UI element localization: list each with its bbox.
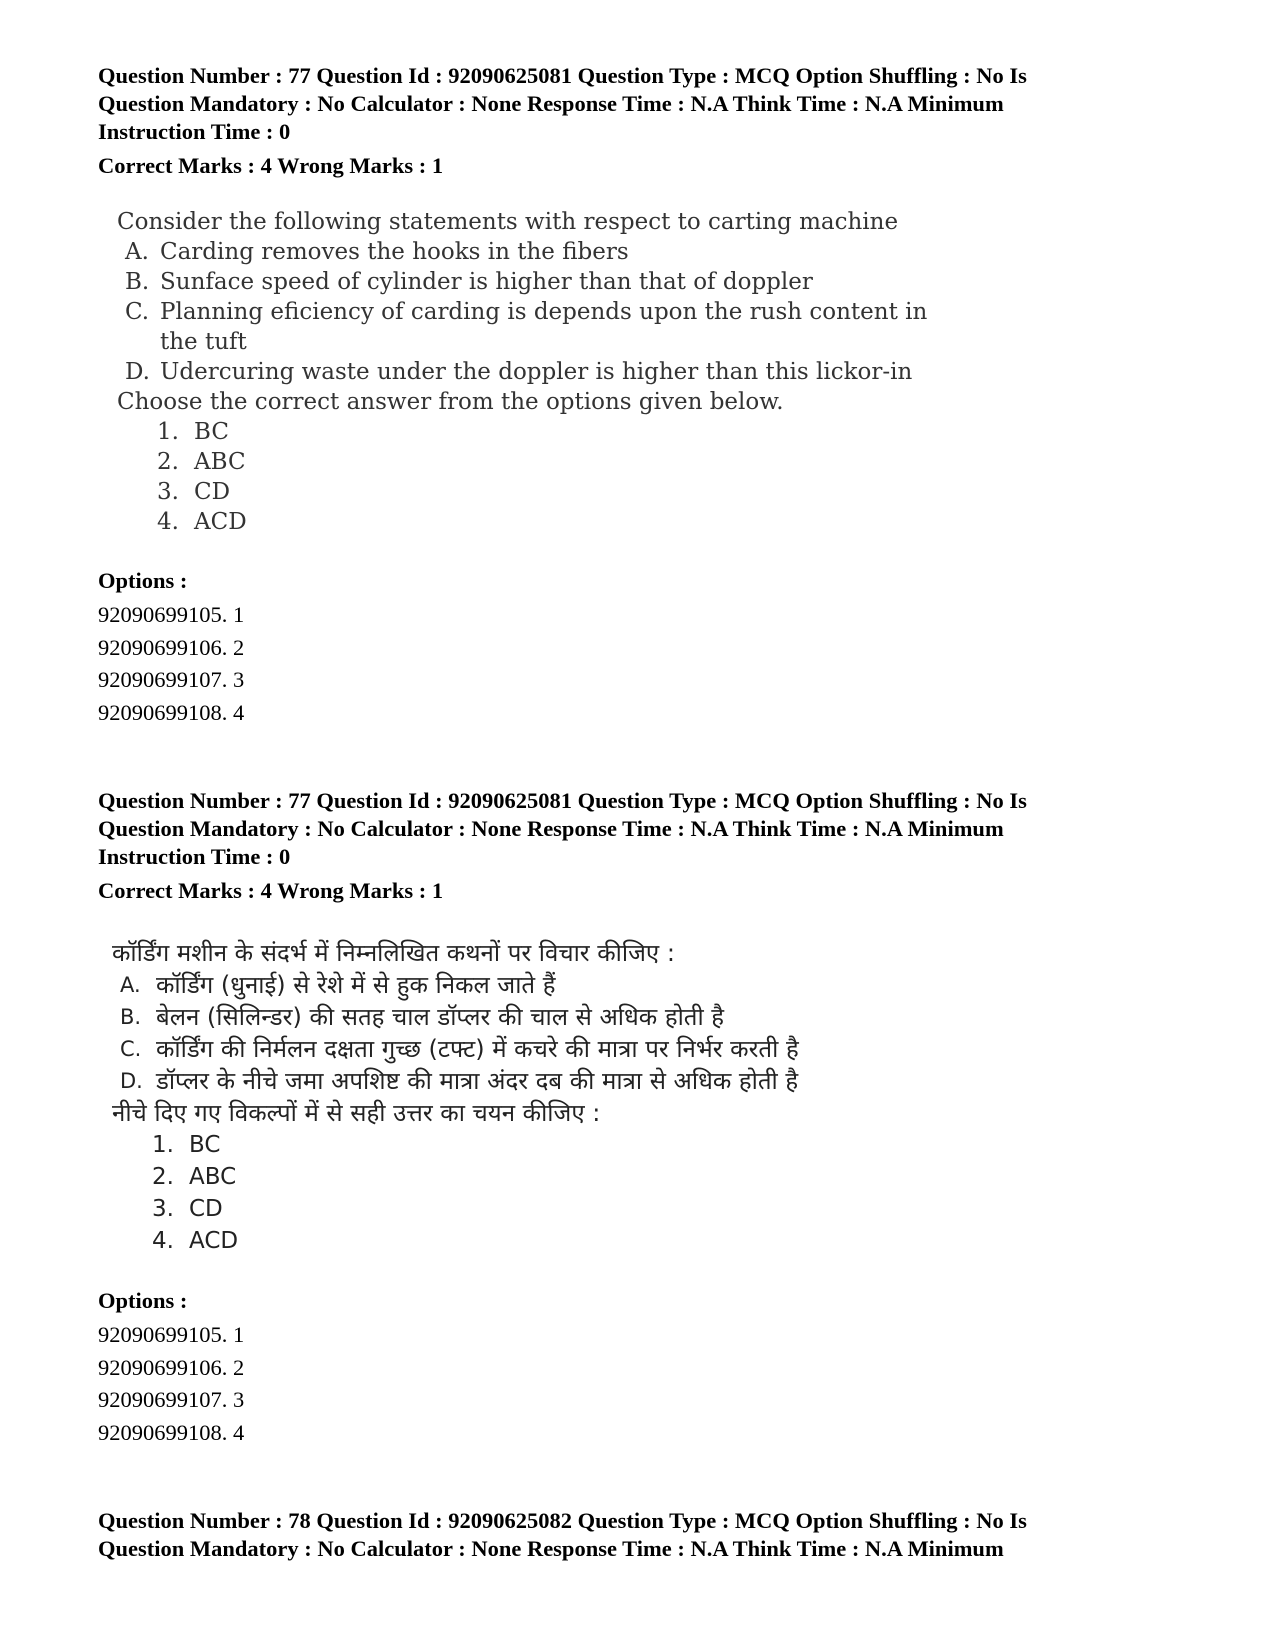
choice-text: BC [189,1132,221,1158]
choice-number: 1. [157,419,179,445]
statement-text: कॉर्डिंग की निर्मलन दक्षता गुच्छ (टफ्ट) में कचरे की मात्रा पर निर्भर करती है [156,1035,799,1063]
statement-text: कॉर्डिंग (धुनाई) से रेशे में से हुक निकल जाते हैं [156,971,556,999]
option-item: 92090699105. 1 [98,602,245,627]
question-meta-line: Question Mandatory : No Calculator : None Response Time : N.A Think Time : N.A Minimum [98,91,1004,116]
question-meta-line: Question Mandatory : No Calculator : None Response Time : N.A Think Time : N.A Minimum [98,1536,1004,1561]
statement-letter: C. [125,299,150,325]
statement-c [125,297,940,357]
choice-text: ACD [189,1228,239,1254]
question-77-en-header [98,62,1188,180]
choice-text: BC [194,419,229,445]
choice-3 [157,477,940,507]
statement-text: Carding removes the hooks in the fibers [160,239,629,265]
question-meta-line: Question Mandatory : No Calculator : None Response Time : N.A Think Time : N.A Minimum [98,816,1004,841]
choice-1 [157,417,940,447]
statement-letter: A. [120,973,141,997]
question-meta-line: Question Number : 77 Question Id : 92090625081 Question Type : MCQ Option Shuffling : No Is [98,788,1027,813]
statement-c [120,1033,799,1065]
question-instruction: Choose the correct answer from the options given below. [117,389,784,415]
choice-3 [152,1193,799,1225]
statement-letter: A. [125,239,149,265]
option-item: 92090699106. 2 [98,1354,245,1380]
choice-4 [152,1225,799,1257]
option-item: 92090699105. 1 [98,1322,245,1347]
statement-text: Planning eficiency of carding is depends upon the rush content in the tuft [160,299,928,355]
statement-letter: C. [120,1037,142,1061]
choice-number: 3. [152,1196,174,1222]
choice-2 [157,447,940,477]
choice-text: ABC [189,1164,237,1190]
choice-text: CD [189,1196,223,1222]
statement-text: Udercuring waste under the doppler is higher than this lickor-in [160,359,913,385]
choice-text: CD [194,479,231,505]
question-meta-line: Instruction Time : 0 [98,844,291,869]
choice-1 [152,1129,799,1161]
option-item: 92090699106. 2 [98,634,245,660]
statement-letter: B. [120,1005,142,1029]
question-77-hi-body [112,937,799,1257]
choice-number: 4. [152,1228,174,1254]
option-item: 92090699107. 3 [98,1387,245,1412]
options-label: Options : [98,1288,188,1313]
option-item: 92090699107. 3 [98,667,245,692]
statement-a [125,237,940,267]
choice-4 [157,507,940,537]
statement-text: बेलन (सिलिन्डर) की सतह चाल डॉप्लर की चाल से अधिक होती है [156,1003,725,1031]
question-77-hi-options [98,1287,244,1449]
choice-number: 3. [157,479,179,505]
question-instruction: नीचे दिए गए विकल्पों में से सही उत्तर का चयन कीजिए : [112,1099,601,1127]
statement-letter: D. [125,359,150,385]
question-meta-line: Instruction Time : 0 [98,119,291,144]
question-78-header [98,1507,1188,1563]
statement-text: Sunface speed of cylinder is higher than that of doppler [160,269,813,295]
choice-number: 2. [152,1164,174,1190]
question-77-en-body [117,207,940,537]
option-item: 92090699108. 4 [98,699,245,725]
question-stem: कॉर्डिंग मशीन के संदर्भ में निम्नलिखित कथनों पर विचार कीजिए : [112,939,675,967]
options-label: Options : [98,568,188,593]
choice-number: 1. [152,1132,174,1158]
question-stem: Consider the following statements with respect to carting machine [117,209,899,235]
choice-text: ABC [194,449,246,475]
statement-d [125,357,940,387]
statement-d [120,1065,799,1097]
choice-2 [152,1161,799,1193]
statement-b [120,1001,799,1033]
question-meta-line: Question Number : 78 Question Id : 92090625082 Question Type : MCQ Option Shuffling : No Is [98,1508,1027,1533]
statement-letter: B. [125,269,150,295]
choice-text: ACD [194,509,247,535]
statement-b [125,267,940,297]
choice-number: 4. [157,509,179,535]
question-meta-line: Question Number : 77 Question Id : 92090625081 Question Type : MCQ Option Shuffling : No Is [98,63,1027,88]
marks-line: Correct Marks : 4 Wrong Marks : 1 [98,153,444,178]
question-77-hi-header [98,787,1188,905]
marks-line: Correct Marks : 4 Wrong Marks : 1 [98,878,444,903]
choice-number: 2. [157,449,179,475]
statement-a [120,969,799,1001]
statement-text: डॉप्लर के नीचे जमा अपशिष्ट की मात्रा अंदर दब की मात्रा से अधिक होती है [156,1067,799,1095]
option-item: 92090699108. 4 [98,1419,245,1445]
statement-letter: D. [120,1069,143,1093]
question-77-en-options [98,567,244,729]
